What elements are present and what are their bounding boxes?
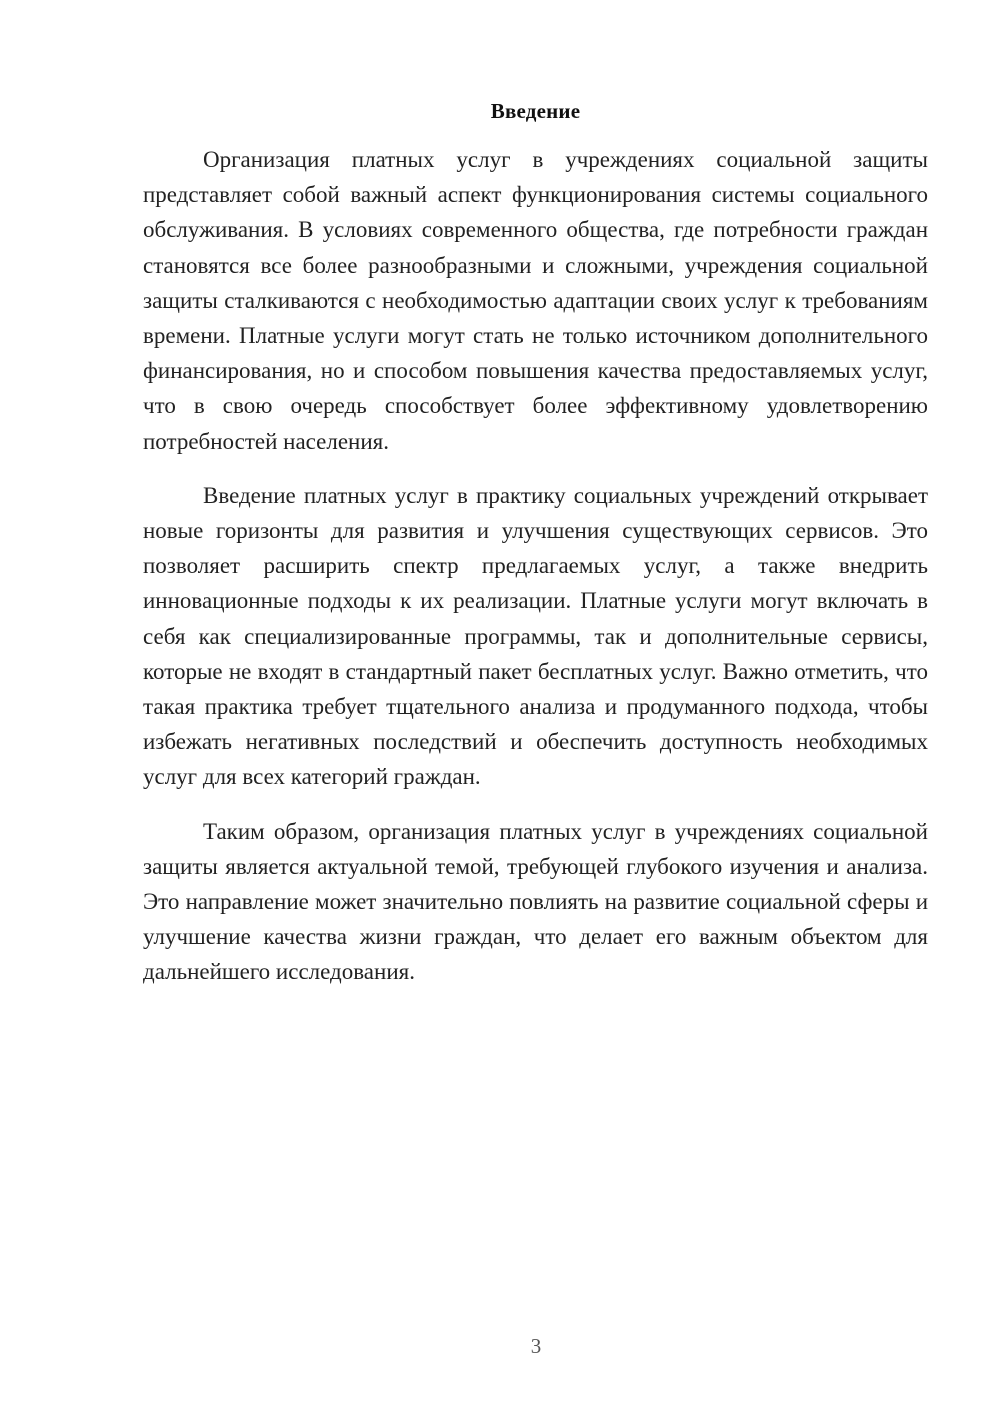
page-number: 3 (530, 1334, 542, 1358)
page-content (143, 96, 928, 1009)
paragraph-1: Организация платных услуг в учреждениях социальной защиты представляет собой важный аспект функционирования системы социального обслуживания. В условиях современного общества, где потребности граждан становятся все более разнообразными и сложными, учреждения социальной защиты сталкиваются с необходимостью адаптации своих услуг к требованиям времени. Платные услуги могут стать не только источником дополнительного финансирования, но и способом повышения качества предоставляемых услуг, что в свою очередь способствует более эффективному удовлетворению потребностей населения. (143, 147, 928, 454)
paragraph-2: Введение платных услуг в практику социальных учреждений открывает новые горизонты для развития и улучшения существующих сервисов. Это позволяет расширить спектр предлагаемых услуг, а также внедрить инновационные подходы к их реализации. Платные услуги могут включать в себя как специализированные программы, так и дополнительные сервисы, которые не входят в стандартный пакет бесплатных услуг. Важно отметить, что такая практика требует тщательного анализа и продуманного подхода, чтобы избежать негативных последствий и обеспечить доступность необходимых услуг для всех категорий граждан. (143, 482, 928, 790)
paragraph-3: Таким образом, организация платных услуг в учреждениях социальной защиты является актуальной темой, требующей глубокого изучения и анализа. Это направление может значительно повлиять на развитие социальной сферы и улучшение качества жизни граждан, что делает его важным объектом для дальнейшего исследования. (143, 818, 928, 985)
section-heading: Введение (490, 99, 581, 123)
